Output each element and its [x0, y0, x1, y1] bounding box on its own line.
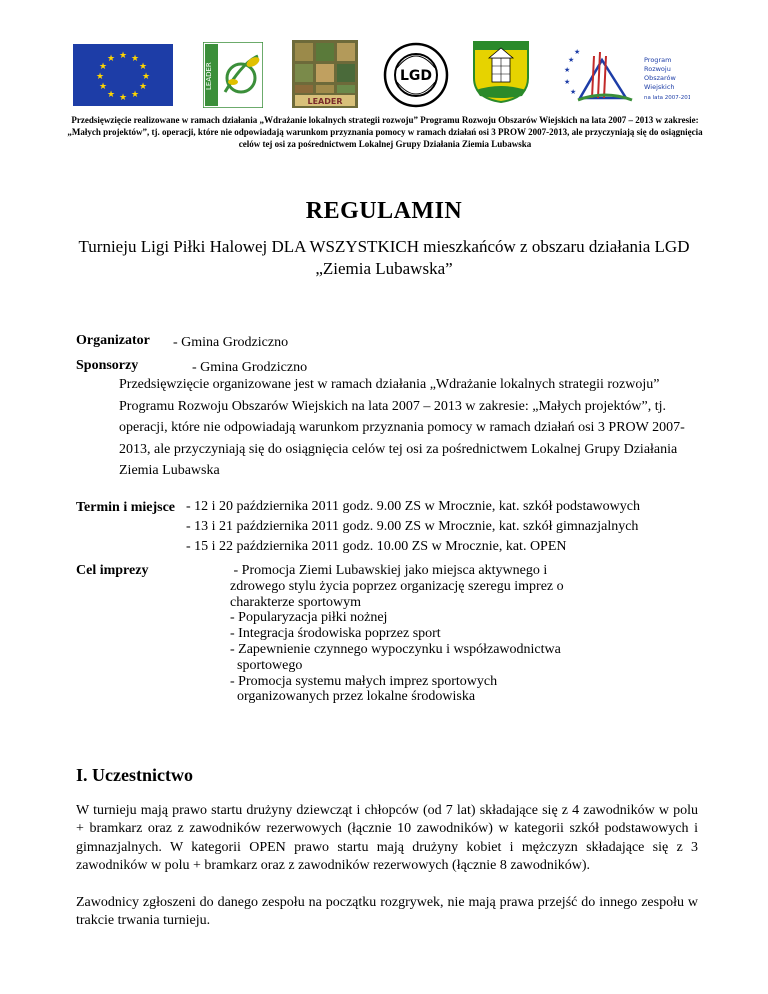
date-place-item: - 13 i 21 października 2011 godz. 9.00 ZS w Mrocznie, kat. szkół gimnazjalnych	[186, 519, 639, 534]
goal-line: charakterze sportowym	[230, 594, 361, 610]
lgd-seal-logo	[383, 40, 449, 110]
svg-text:★: ★	[98, 62, 108, 72]
eu-flag-logo	[73, 44, 173, 106]
goal-line: zdrowego stylu życia poprzez organizację szeregu imprez o	[230, 578, 564, 594]
svg-text:★: ★	[118, 93, 128, 103]
goal-line: - Popularyzacja piłki nożnej	[230, 610, 388, 626]
funding-header-note: Przedsięwzięcie realizowane w ramach działania „Wdrażanie lokalnych strategii rozwoju” Programu Rozwoju Obszarów Wiejskich na lata 2007 – 2013 w zakresie: „Małych projektów”, tj. operacji, które nie odpowiadają warunkom przyznania pomocy w ramach działań osi 3 PROW 2007-2013, ale przyczyniają się do osiągnięcia celów tej osi za pośrednictwem Lokalnej Grupy Działania Ziemia Lubawska	[67, 115, 703, 149]
svg-text:★: ★	[564, 66, 571, 74]
svg-text:★: ★	[568, 56, 575, 64]
date-place-label: Termin i miejsce	[76, 500, 176, 515]
svg-text:★: ★	[95, 72, 105, 82]
sponsors-description: Przedsięwzięcie organizowane jest w ramach działania „Wdrażanie lokalnych strategii rozwoju” Programu Rozwoju Obszarów Wiejskich na lata 2007 – 2013 w zakresie: „Małych projektów”, tj. operacji, które nie odpowiadają warunkom przyznania pomocy w ramach działań osi 3 PROW 2007-2013, ale przyczyniają się do osiągnięcia celów tej osi za pośrednictwem Lokalnej Grupy Działania Ziemia Lubawska	[119, 377, 685, 478]
svg-text:Wiejskich: Wiejskich	[644, 83, 675, 91]
participation-paragraph: W turnieju mają prawo startu drużyny dziewcząt i chłopców (od 7 lat) składające się z 4 zawodników w polu + bramkarz oraz z zawodników rezerwowych (łącznie 10 zawodników) w kategorii szkół podstawowych i gimnazjalnych. W kategorii OPEN prawo startu mają drużyny kobiet i mężczyzn składające się z 3 zawodników w polu + bramkarz oraz z zawodników rezerwowych (łącznie 8 zawodników).	[76, 803, 698, 873]
leader-logo	[203, 42, 263, 108]
prow-program-logo	[560, 42, 690, 108]
svg-text:★: ★	[570, 88, 577, 96]
svg-text:★: ★	[130, 54, 140, 64]
goal-line: - Integracja środowiska poprzez sport	[230, 626, 441, 642]
sponsors-value: - Gmina Grodziczno	[192, 360, 308, 375]
svg-text:★: ★	[98, 82, 108, 92]
svg-text:Program: Program	[644, 56, 672, 64]
svg-text:Obszarów: Obszarów	[644, 74, 676, 82]
svg-text:★: ★	[106, 54, 116, 64]
goal-line: - Promocja systemu małych imprez sportowych	[230, 673, 498, 689]
svg-text:★: ★	[138, 62, 148, 72]
svg-text:★: ★	[106, 90, 116, 100]
coat-of-arms-logo	[472, 40, 530, 104]
date-place-list	[186, 497, 640, 557]
organizer-label: Organizator	[76, 333, 150, 348]
svg-text:★: ★	[574, 48, 581, 56]
goal-line: - Promocja Ziemi Lubawskiej jako miejsca aktywnego i	[230, 563, 548, 578]
svg-text:★: ★	[118, 51, 128, 61]
sponsors-label: Sponsorzy	[76, 358, 139, 373]
goal-label: Cel imprezy	[76, 563, 149, 578]
participation-paragraph: Zawodnicy zgłoszeni do danego zespołu na początku rozgrywek, nie mają prawa przejść do innego zespołu w trakcie trwania turnieju.	[76, 895, 698, 929]
svg-text:na lata 2007-2013: na lata 2007-2013	[644, 95, 690, 101]
svg-text:★: ★	[564, 78, 571, 86]
document-title: REGULAMIN	[305, 198, 463, 224]
section-participation-heading: I. Uczestnictwo	[76, 765, 193, 785]
svg-text:★: ★	[141, 72, 151, 82]
goal-line: - Zapewnienie czynnego wypoczynku i współzawodnictwa	[230, 641, 561, 657]
svg-text:Rozwoju: Rozwoju	[644, 65, 671, 73]
goal-list	[230, 563, 564, 705]
svg-text:LGD: LGD	[399, 68, 433, 84]
date-place-item: - 12 i 20 października 2011 godz. 9.00 ZS w Mrocznie, kat. szkół podstawowych	[186, 499, 640, 514]
date-place-item: - 15 i 22 października 2011 godz. 10.00 ZS w Mrocznie, kat. OPEN	[186, 539, 567, 554]
document-subtitle: Turnieju Ligi Piłki Halowej DLA WSZYSTKICH mieszkańców z obszaru działania LGD „Ziemia Lubawska”	[78, 237, 690, 278]
svg-text:★: ★	[130, 90, 140, 100]
goal-line: sportowego	[230, 657, 303, 673]
svg-text:LEADER: LEADER	[307, 97, 343, 106]
svg-text:LEADER: LEADER	[205, 62, 213, 90]
logo-bar	[70, 40, 690, 112]
svg-text:★: ★	[138, 82, 148, 92]
organizer-value: - Gmina Grodziczno	[173, 335, 289, 350]
leader-grid-logo	[292, 40, 358, 108]
goal-line: organizowanych przez lokalne środowiska	[230, 689, 476, 705]
